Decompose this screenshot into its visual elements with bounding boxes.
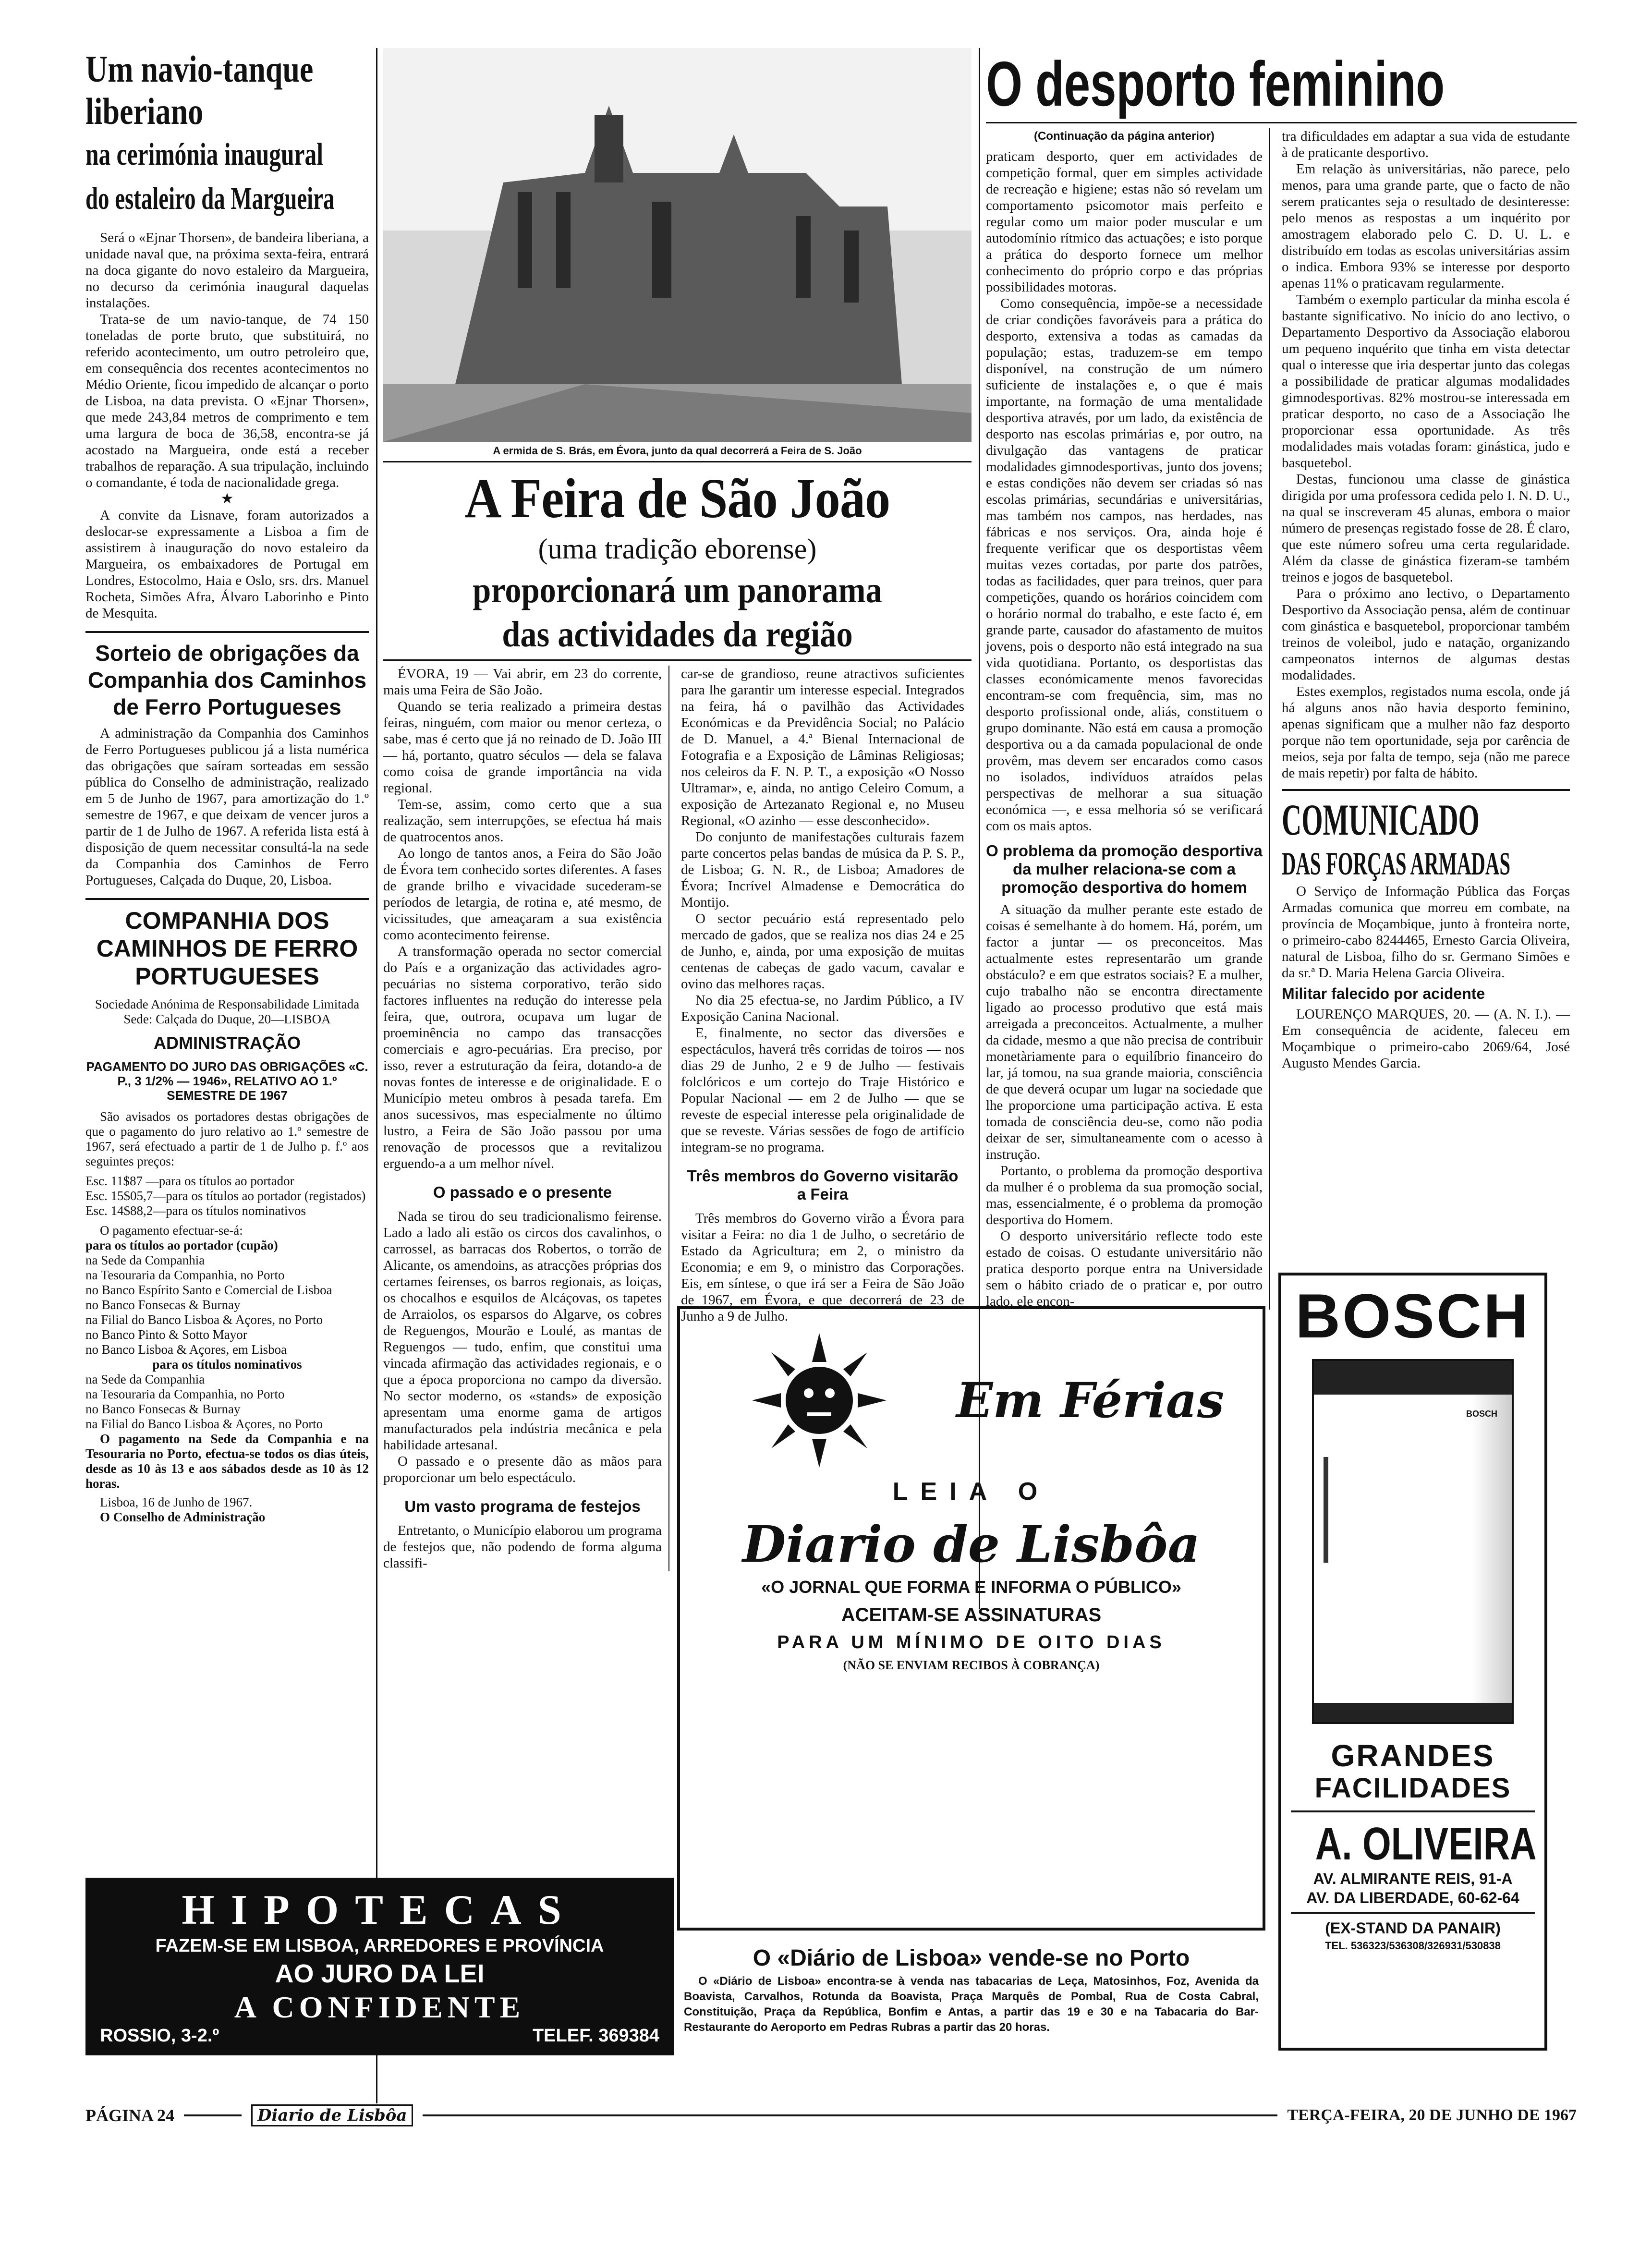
paragraph: praticam desporto, quer em actividades de competição formal, quer em simples actividade de recreação e higiene; estas não só revelam um comportamento psicomotor mais perfeito e regular como um maior poder muscular e um autodomínio rítmico das actuações; e isto porque a prática do desporto fornece um melhor conhecimento do próprio corpo e das próprias possibilidades motoras.	[986, 149, 1263, 295]
headline-line: Um navio-tanque	[85, 48, 314, 90]
headline-line: do estaleiro da Margueira	[85, 181, 335, 216]
cp-price: Esc. 14$88,2—para os títulos nominativos	[85, 1203, 306, 1218]
ferias-slogan: «O JORNAL QUE FORMA E INFORMA O PÚBLICO»	[761, 1577, 1181, 1597]
paragraph: O Serviço de Informação Pública das Forças Armadas comunica que morreu em combate, na província de Moçambique, junto à fronteira norte, o primeiro-cabo 8244465, Ernesto Garcia Oliveira, natural de Lisboa, filho do sr. Germano Simões e da sr.ª D. Maria Helena Garcia Oliveira.	[1282, 884, 1570, 981]
cp-line: na Tesouraria da Companhia, no Porto	[85, 1387, 285, 1401]
comunicado-text	[1282, 883, 1570, 1071]
cp-line: para os títulos nominativos	[152, 1357, 302, 1372]
feira-headline	[383, 467, 972, 656]
cp-sign: O Conselho de Administração	[100, 1510, 266, 1524]
ferias-script: Em Férias	[956, 1372, 1224, 1429]
fridge-base	[1314, 1703, 1512, 1722]
fridge-handle	[1324, 1457, 1328, 1563]
porto-body: O «Diário de Lisboa» encontra-se à venda nas tabacarias de Leça, Matosinhos, Foz, Avenida da Boavista, Carvalhos, Rotunda da Boavista, Praça Marquês de Pombal, Rua de Costa Cabral, Constituição, Praça da República, Bonfim e Antas, a partir das 19 e 30 e na Tabacaria do Bar-Restaurante do Aeroporto em Pedras Rubras a partir das 20 horas.	[684, 1975, 1259, 2034]
ferias-line2: PARA UM MÍNIMO DE OITO DIAS	[777, 1632, 1166, 1652]
hipotecas-contact	[100, 2026, 659, 2046]
paragraph: Portanto, o problema da promoção desportiva da mulher é o problema da sua promoção social, mas, essencialmente, é o problema da promoção desportiva do Homem.	[986, 1163, 1263, 1227]
subheading: Militar falecido por acidente	[1282, 985, 1485, 1002]
paragraph: E, finalmente, no sector das diversões e espectáculos, haverá três corridas de toiros — nos dias 29 de Junho, 2 e 9 de Julho — festivais folclóricos e um cortejo do Traje Histórico e Popular Nacional — em 2 de Julho — que se reveste de especial interesse pela originalidade de que se reveste. Várias sessões de fogo de artifício integram-se no programa.	[681, 1025, 964, 1155]
cp-line: no Banco Pinto & Sotto Mayor	[85, 1327, 247, 1342]
subheading: O passado e o presente	[433, 1183, 612, 1201]
feira-subhead: (uma tradição eborense)	[538, 533, 817, 565]
hipotecas-ad	[85, 1878, 674, 2055]
paragraph: Ao longo de tantos anos, a Feira do São João de Évora tem conhecido sortes diferentes. A fases de grande brilho e vivacidade sucederam-se períodos de letargia, de rotina e, até mesmo, de vicissitudes, que ameaçaram a sua existência como acontecimento feirense.	[383, 846, 662, 943]
paragraph: ÉVORA, 19 — Vai abrir, em 23 do corrente, mais uma Feira de São João.	[383, 666, 662, 698]
sun-icon	[747, 1328, 891, 1472]
sorteio-article	[85, 725, 369, 888]
cp-line: no Banco Fonsecas & Burnay	[85, 1402, 241, 1416]
cp-line: no Banco Espírito Santo e Comercial de Lisboa	[85, 1283, 332, 1297]
cp-line: no Banco Lisboa & Açores, em Lisboa	[85, 1342, 287, 1357]
paragraph: O passado e o presente dão as mãos para proporcionar um belo espectáculo.	[383, 1454, 662, 1485]
issue-date: TERÇA-FEIRA, 20 DE JUNHO DE 1967	[1287, 2106, 1577, 2124]
ferias-line3: (NÃO SE ENVIAM RECIBOS À COBRANÇA)	[843, 1658, 1100, 1672]
church-illustration	[383, 48, 972, 442]
paragraph: Trata-se de um navio-tanque, de 74 150 toneladas de porte bruto, que substituirá, no referido acontecimento, um outro petroleiro que, em consequência dos recentes acontecimentos no Médio Oriente, ficou impedido de alcançar o porto de Lisboa, na data prevista. O «Ejnar Thorsen», que mede 243,84 metros de comprimento e tem uma largura de boca de 36,58, encontra-se já acostado na Margueira, onde está a receber trabalhos de reparação. A sua tripulação, incluindo o comandante, é toda de nacionalidade grega.	[85, 312, 369, 490]
page-number: PÁGINA 24	[85, 2106, 175, 2125]
cp-company: Sociedade Anónima de Responsabilidade Limitada	[95, 997, 360, 1011]
hipotecas-title: HIPOTECAS	[182, 1887, 578, 1933]
cp-line: O pagamento na Sede da Companhia e na Tesouraria no Porto, efectua-se todos os dias úteis, desde as 10 às 13 e aos sábados desde as 10 às 12 horas.	[85, 1432, 369, 1491]
divider	[383, 461, 972, 462]
star-icon: ★	[220, 491, 234, 507]
desporto-col-b	[1282, 128, 1570, 1310]
ermida-photo	[383, 48, 972, 442]
paragraph: A administração da Companhia dos Caminhos de Ferro Portugueses publicou já a lista numérica das obrigações que saíram sorteadas em sessão pública do Conselho de administração, realizado em 5 de Junho de 1967, para amortização do 1.º semestre de 1967, e que deixam de vencer juros a partir de 1 de Julho de 1967. A referida lista está à disposição de quem necessitar consultá-la na sede da Companhia dos Caminhos de Ferro Portugueses, Calçada do Duque, 20, Lisboa.	[85, 726, 369, 888]
footer-rule	[423, 2114, 1277, 2116]
fridge-top	[1314, 1361, 1512, 1395]
column-rule	[376, 48, 377, 2103]
cp-line: na Tesouraria da Companhia, no Porto	[85, 1268, 285, 1282]
ferias-paper-logo: Diario de Lisbôa	[742, 1515, 1200, 1574]
bosch-brand: BOSCH	[1295, 1281, 1531, 1351]
ferias-top	[699, 1328, 1243, 1472]
bosch-line1: GRANDES	[1331, 1738, 1495, 1773]
paragraph: Nada se tirou do seu tradicionalismo feirense. Lado a lado ali estão os circos dos cavalinhos, o carrossel, as barracas dos Robertos, o torrão de Alicante, os amendoins, as atracções próprias dos certames feirenses, os barros regionais, as loiças, os chocalhos e esquilos de Alcáçovas, os tapetes de Arraiolos, os esparsos do Algarve, os cobres de Reguengos, Mourão e Loulé, as mantas de Reguengos — tudo, enfim, que constitui uma vincada afirmação das actividades regionais, e o que a época proporciona no campo da diversão. No sector moderno, os «stands» de exposição apresentam uma enorme gama de artigos manufacturados pela indústria mecânica e pela habilidade artesanal.	[383, 1209, 662, 1453]
paragraph: Tem-se, assim, como certo que a sua realização, sem interrupções, se efectua há mais de quatrocentos anos.	[383, 797, 662, 845]
cp-price: Esc. 11$87 —para os títulos ao portador	[85, 1174, 294, 1188]
hipotecas-address: ROSSIO, 3-2.º	[100, 2026, 219, 2046]
paragraph: A situação da mulher perante este estado de coisas é semelhante à do homem. Há, porém, um factor a juntar — os preconceitos. Mas actualmente estes representarão um grande obstáculo? e em que estratos sociais? E a mulher, cujo trabalho não se encontra directamente ligado ao processo produtivo que está mais arreigada a preconceitos. Actualmente, a mulher da cidade, mesmo a que não precisa de contribuir monetàriamente para o equilíbrio financeiro do lar, já tomou, na sua grande maioria, consciência de que deverá ocupar um lugar na sociedade que lhe proporcione uma participação activa. E esta tomada de consciência deu-se, como não podia deixar de ser, simultaneamente com o acesso à instrução.	[986, 902, 1263, 1162]
cp-sede: Sede: Calçada do Duque, 20—LISBOA	[123, 1012, 331, 1026]
porto-title: O «Diário de Lisboa» vende-se no Porto	[753, 1945, 1190, 1971]
feira-title-3: das actividades da região	[502, 614, 853, 655]
cp-date: Lisboa, 16 de Junho de 1967.	[100, 1495, 253, 1509]
headline-line: liberiano	[85, 90, 204, 132]
hipotecas-line3: A CONFIDENTE	[234, 1990, 525, 2024]
tanker-article	[85, 230, 369, 621]
porto-notice	[677, 1940, 1265, 2055]
cp-line: no Banco Fonsecas & Burnay	[85, 1298, 241, 1312]
hipotecas-line1: FAZEM-SE EM LISBOA, ARREDORES E PROVÍNCIA	[155, 1936, 604, 1956]
subheading: O problema da promoção desportiva da mulher relaciona-se com a promoção desportiva do homem	[986, 842, 1263, 896]
feira-title: A Feira de São João	[464, 467, 890, 530]
right-column	[986, 48, 1577, 1309]
hipotecas-phone: TELEF. 369384	[532, 2026, 659, 2046]
divider	[986, 122, 1577, 123]
paragraph: LOURENÇO MARQUES, 20. — (A. N. I.). — Em consequência de acidente, faleceu em Moçambique o primeiro-cabo 2069/64, José Augusto Mendes Garcia.	[1282, 1007, 1570, 1071]
divider	[1282, 789, 1570, 791]
desporto-col-b-text	[1282, 128, 1570, 781]
paragraph: tra dificuldades em adaptar a sua vida de estudante à de praticante desportivo.	[1282, 129, 1570, 160]
paragraph: Destas, funcionou uma classe de ginástica dirigida por uma professora cedida pelo I. N. D. U., na qual se inscreveram 45 alunas, embora o maior número de presenças registado fosse de 28. É claro, que este número sofreu uma certa regularidade. Além da classe de ginástica fizeram-se também treinos e jogos de basquetebol.	[1282, 472, 1570, 585]
paragraph: Três membros do Governo virão a Évora para visitar a Feira: no dia 1 de Julho, o secretário de Estado da Agricultura; em 2, o ministro da Economia; e em 9, o ministro das Corporações. Eis, em síntese, o que irá ser a Feira de São João de 1967, em Évora, e que decorrerá de 23 de Junho a 9 de Julho.	[681, 1211, 964, 1324]
desporto-columns	[986, 128, 1577, 1310]
headline-line: na cerimónia inaugural	[85, 137, 324, 172]
fridge-illustration	[1312, 1359, 1514, 1724]
ferias-line1: ACEITAM-SE ASSINATURAS	[841, 1604, 1102, 1626]
paragraph: Como consequência, impõe-se a necessidade de criar condições favoráveis para a prática do desporto, extensiva a todas as camadas da população; estas, traduzem-se em tempo disponível, na construção de um número suficiente de instalações e, o que é mais importante, na formação de uma mentalidade desportiva através, por um lado, da existência de desporto nas escolas primárias e, por outro, na divulgação das vantagens de praticar modalidades gimnodesportivas, junto dos jovens; e estas condições não devem ser criadas só nas escolas primárias, secundárias e universitárias, mas também nos campos, nas herdades, nas fábricas e nos serviços. Ora, ainda hoje é frequente verificar que os desportistas vêem muitas vezes cortadas, por parte dos patrões, todas as facilidades, quer para treinos, quer para competições, quando os horários coincidem com o horário normal do trabalho, e este facto é, em grande parte, causador do afastamento de muitos jovens, pois o desporto não está integrado na sua vida quotidiana. Portanto, os desportistas das classes económicamente menos favorecidas encontram-se com frequência, sim, mas no desporto profissional onde, aliás, constituem o grupo dominante. Não está em causa a promoção desportiva ou a da camada populacional de onde provêm, mas devem ser encarados como casos no isolados, indivíduos atraídos pelas perspectivas de melhorar a sua situação económica —, e essa melhoria só se verificará com os mais aptos.	[986, 296, 1263, 834]
paragraph: Para o próximo ano lectivo, o Departamento Desportivo da Associação pensa, além de continuar com ginástica e basquetebol, proporcionar também treinos de voleibol, judo e natação, organizando campeonatos internos de algumas destas modalidades.	[1282, 586, 1570, 683]
divider	[1291, 1810, 1535, 1812]
divider	[383, 659, 972, 661]
footer-logo: Diario de Lisbôa	[251, 2104, 413, 2126]
cp-title: COMPANHIA DOS CAMINHOS DE FERRO PORTUGUESES	[96, 907, 358, 990]
cp-intro: São avisados os portadores destas obrigações de que o pagamento do juro relativo ao 1.º semestre de 1967, será efectuado a partir de 1 de Julho p. f.º aos seguintes preços:	[85, 1109, 369, 1168]
page-footer	[85, 2101, 1577, 2130]
hipotecas-line2: AO JURO DA LEI	[275, 1959, 485, 1988]
divider	[85, 898, 369, 900]
paragraph: Estes exemplos, registados numa escola, onde já há alguns anos não havia desporto feminino, apenas significam que a mulher não faz desporto porque não tem oportunidade, seja por carência de meios, seja por falta de tempo, seja (não me parece de mais repetir) por falta de hábito.	[1282, 684, 1570, 781]
continued-note: (Continuação da página anterior)	[1033, 130, 1215, 143]
dealer-stand: (EX-STAND DA PANAIR)	[1325, 1919, 1501, 1937]
paragraph: Entretanto, o Município elaborou um programa de festejos que, não podendo de forma alguma classifi-	[383, 1523, 662, 1571]
feira-title-2: proporcionará um panorama	[473, 570, 882, 610]
bosch-line2: FACILIDADES	[1314, 1773, 1511, 1804]
cp-heading: PAGAMENTO DO JURO DAS OBRIGAÇÕES «C. P., 3 1/2% — 1946», RELATIVO AO 1.º SEMESTRE DE 1967	[86, 1059, 368, 1103]
footer-rule	[184, 2114, 242, 2116]
paragraph: car-se de grandioso, reune atractivos suficientes para lhe garantir um interesse especial. Integrados na feira, há o pavilhão das Actividades Económicas e da Previdência Social; no Palácio de D. Manuel, a 4.ª Bienal Internacional de Fotografia e a Exposição de Lâminas Religiosas; nos celeiros da F. N. P. T., a exposição «O Nosso Ultramar», e, ainda, no antigo Celeiro Comum, a exposição de Artezanato Regional e, no Museu Regional, «O azinho — esse desconhecido».	[681, 666, 964, 828]
paragraph: Do conjunto de manifestações culturais fazem parte concertos pelas bandas de música da P. S. P., de Lisboa; G. N. R., de Lisboa; Amadores de Évora; Incrível Almadense e Democrática do Montijo.	[681, 829, 964, 910]
paragraph: Também o exemplo particular da minha escola é bastante significativo. No início do ano lectivo, o Departamento Desportivo da Associação elaborou um pequeno inquérito que tinha em vista detectar qual o interesse que iria despertar junto das colegas a possibilidade de praticar algumas modalidades gimnodesportivas. 82% mostrou-se interessada em praticar desporto, no caso de a Associação lhe proporcionar essa oportunidade. As três modalidades mais votadas foram: ginástica, judo e basquetebol.	[1282, 292, 1570, 471]
divider	[1291, 1912, 1535, 1914]
dealer-tel: TEL. 536323/536308/326931/530838	[1325, 1940, 1501, 1952]
cp-payment-intro: O pagamento efectuar-se-á:	[100, 1223, 243, 1238]
cp-line: na Filial do Banco Lisboa & Açores, no Porto	[85, 1417, 323, 1431]
divider	[85, 631, 369, 633]
paragraph: Quando se teria realizado a primeira destas feiras, ninguém, com maior ou menor certeza, o sabe, mas é certo que já no reinado de D. João III — há, portanto, quatro séculos — dela se falava como coisa de grande importância na vida regional.	[383, 699, 662, 796]
fridge-label: BOSCH	[1466, 1409, 1497, 1419]
cp-line: na Sede da Companhia	[85, 1372, 205, 1386]
desporto-col-a	[986, 128, 1270, 1310]
comunicado-subtitle: DAS FORÇAS ARMADAS	[1282, 845, 1511, 882]
sorteio-title: Sorteio de obrigações da Companhia dos Caminhos de Ferro Portugueses	[87, 641, 367, 719]
paragraph: No dia 25 efectua-se, no Jardim Público, a IV Exposição Canina Nacional.	[681, 993, 964, 1024]
dealer-address: AV. DA LIBERDADE, 60-62-64	[1306, 1889, 1519, 1907]
feira-col-a	[383, 666, 669, 1571]
paragraph: Em relação às universitárias, não parece, pelo menos, para uma grande parte, que o facto de não serem praticantes seja o resultado de desinteresse: pelo menos as respostas a um inquérito por amostragem elaborado pelo C. D. U. L. e distribuído em todas as escolas universitárias assim o indica. Embora 93% se interesse por desporto apenas 11% o praticavam regularmente.	[1282, 161, 1570, 291]
paragraph: A transformação operada no sector comercial do País e a organização das actividades agro-pecuárias no sistema corporativo, terão sido factores influentes na redução do interesse pela feira, que, outrora, ocupava um lugar de proeminência no campo das transacções comerciais e agro-pecuárias. Era preciso, por isso, rever a estruturação da feira, dotando-a de novas fontes de interesse e de originalidade. E o Município meteu ombros à pesada tarefa. Em anos sucessivos, mas especialmente no último lustro, a Feira de São João passou por uma renovação de processos que a revitalizou erguendo-a a um melhor nível.	[383, 944, 662, 1171]
cp-admin: ADMINISTRAÇÃO	[154, 1033, 301, 1053]
dealer-address: AV. ALMIRANTE REIS, 91-A	[1313, 1870, 1513, 1887]
cp-line: para os títulos ao portador (cupão)	[85, 1238, 278, 1252]
left-column	[85, 48, 369, 1873]
cp-line: na Filial do Banco Lisboa & Açores, no Porto	[85, 1312, 323, 1327]
paragraph: O desporto universitário reflecte todo este estado de coisas. O estudante universitário não pratica desporto porque entra na Universidade sem o hábito criado de o praticar e, por outro lado, ele encon-	[986, 1228, 1263, 1309]
tanker-headline	[85, 48, 369, 221]
cp-line: na Sede da Companhia	[85, 1253, 205, 1267]
bosch-ad	[1278, 1273, 1547, 2051]
ferias-ad	[677, 1306, 1265, 1931]
cp-notice	[85, 907, 369, 1525]
desporto-headline: O desporto feminino	[986, 49, 1445, 119]
subheading: Três membros do Governo visitarão a Feira	[687, 1167, 959, 1203]
subheading: Um vasto programa de festejos	[404, 1497, 641, 1515]
paragraph: A convite da Lisnave, foram autorizados a deslocar-se expressamente a Lisboa a fim de assistirem à inauguração do novo estaleiro da Margueira, os embaixadores de Portugal em Londres, Estocolmo, Haia e Oslo, srs. drs. Manuel Rocheta, Simões Afra, Álvaro Laborinho e Pinto de Mesquita.	[85, 508, 369, 621]
ferias-leia: LEIA O	[892, 1478, 1050, 1506]
comunicado-title: COMUNICADO	[1282, 795, 1480, 844]
comunicado	[1282, 796, 1570, 1071]
paragraph: Será o «Ejnar Thorsen», de bandeira liberiana, a unidade naval que, na próxima sexta-feira, entrará na doca gigante do novo estaleiro da Margueira, no decurso da cerimónia inaugural daquelas instalações.	[85, 230, 369, 311]
dealer-name: A. OLIVEIRA	[1315, 1818, 1537, 1870]
photo-caption: A ermida de S. Brás, em Évora, junto da qual decorrerá a Feira de S. João	[493, 445, 862, 457]
paragraph: O sector pecuário está representado pelo mercado de gados, que se realiza nos dias 24 e 25 de Junho, e, ainda, por uma exposição de muitas centenas de cabeças de gado vacum, cavalar e ovino das melhores raças.	[681, 911, 964, 992]
cp-price: Esc. 15$05,7—para os títulos ao portador (registados)	[85, 1189, 366, 1203]
